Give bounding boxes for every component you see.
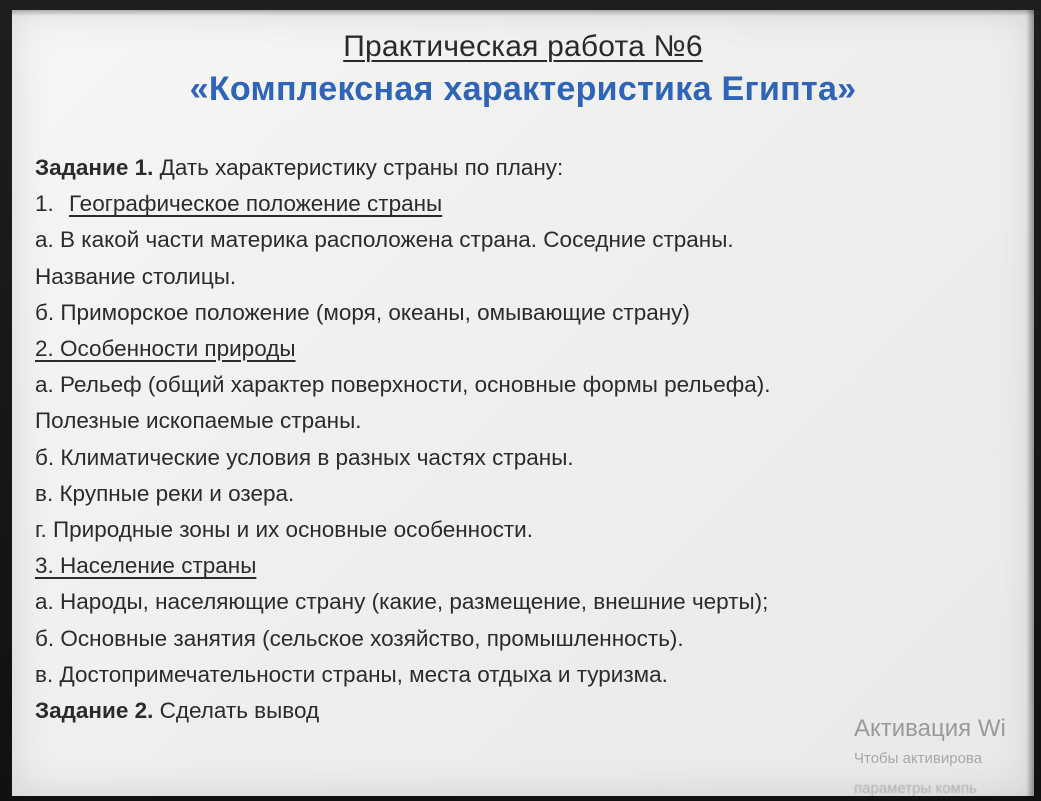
task-1-label: Задание 1. bbox=[35, 155, 154, 180]
section-3-heading: 3. Население страны bbox=[35, 553, 257, 579]
section-3-item: в. Достопримечательности страны, места отдыха и туризма. bbox=[35, 661, 668, 687]
slide-content bbox=[35, 150, 1015, 729]
section-1-item: б. Приморское положение (моря, океаны, омывающие страну) bbox=[35, 299, 690, 325]
windows-activation-title: Активация Wi bbox=[854, 715, 1006, 742]
section-2-heading: 2. Особенности природы bbox=[35, 336, 296, 362]
section-2-item: в. Крупные реки и озера. bbox=[35, 480, 295, 506]
section-1-heading: Географическое положение страны bbox=[69, 191, 443, 217]
section-2-item: а. Рельеф (общий характер поверхности, основные формы рельефа). bbox=[35, 372, 771, 398]
section-1-item: Название столицы. bbox=[35, 263, 237, 289]
screen-edge-shadow bbox=[1026, 10, 1034, 796]
windows-activation-hint: Чтобы активирова bbox=[854, 750, 983, 767]
slide-title: Практическая работа №6 bbox=[343, 30, 703, 63]
section-3-item: б. Основные занятия (сельское хозяйство, промышленность). bbox=[35, 625, 684, 651]
windows-activation-hint-2: параметры компь bbox=[854, 780, 977, 796]
section-1-number: 1. bbox=[35, 191, 54, 217]
section-2-heading-line bbox=[35, 331, 1015, 367]
screen-bevel bbox=[12, 10, 1034, 16]
section-1-heading-line bbox=[35, 186, 1015, 222]
slide-subtitle: «Комплексная характеристика Египта» bbox=[189, 70, 857, 108]
task-2-text: Сделать вывод bbox=[153, 698, 320, 724]
task-1-line bbox=[35, 150, 1015, 186]
section-2-item: Полезные ископаемые страны. bbox=[35, 408, 362, 434]
task-1-text: Дать характеристику страны по плану: bbox=[153, 155, 564, 180]
section-3-heading-line bbox=[35, 548, 1015, 584]
section-2-item: г. Природные зоны и их основные особенности. bbox=[35, 517, 533, 543]
section-3-item: а. Народы, населяющие страну (какие, размещение, внешние черты); bbox=[35, 589, 769, 615]
section-1-item: а. В какой части материка расположена страна. Соседние страны. bbox=[35, 227, 734, 253]
slide-screen bbox=[12, 10, 1034, 796]
task-2-label: Задание 2. bbox=[35, 698, 154, 724]
section-2-item: б. Климатические условия в разных частях страны. bbox=[35, 444, 574, 470]
